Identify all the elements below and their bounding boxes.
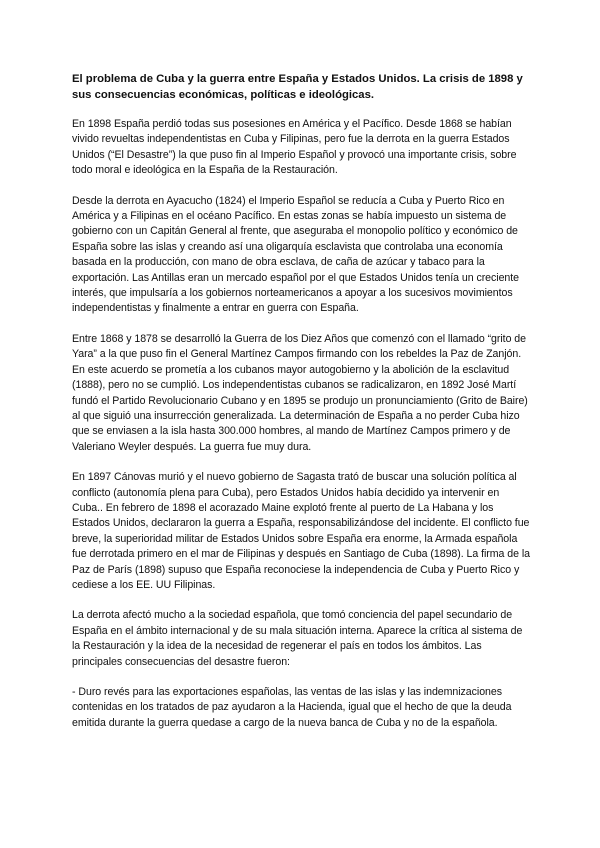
- document-title: El problema de Cuba y la guerra entre España y Estados Unidos. La crisis de 1898 y sus consecuencias económicas, políticas e ideológicas.: [72, 73, 523, 101]
- paragraph-6: - Duro revés para las exportaciones españolas, las ventas de las islas y las indemnizaciones contenidas en los tratados de paz ayudaron a la Hacienda, igual que el hecho de que la deuda emitida durante la guerra quedase a cargo de la nueva banca de Cuba y no de la española.: [72, 686, 512, 729]
- paragraph-3: Entre 1868 y 1878 se desarrolló la Guerra de los Diez Años que comenzó con el llamado “grito de Yara” a la que puso fin el General Martínez Campos firmando con los rebeldes la Paz de Zanjón. En este acuerdo se prometía a los cubanos mayor autogobierno y la abolición de la esclavitud (1888), pero no se cumplió. Los independentistas cubanos se radicalizaron, en 1892 José Martí fundó el Partido Revolucionario Cubano y en 1895 se produjo un pronunciamiento (Grito de Baire) al que siguió una insurrección generalizada. La determinación de España a no perder Cuba hizo que se enviasen a la isla hasta 300.000 hombres, al mando de Martínez Campos primero y de Valeriano Weyler después. La guerra fue muy dura.: [72, 332, 528, 453]
- paragraph-4: En 1897 Cánovas murió y el nuevo gobierno de Sagasta trató de buscar una solución política al conflicto (autonomía plena para Cuba), pero Estados Unidos había decidido ya intervenir en Cuba.. En febrero de 1898 el acorazado Maine explotó frente al puerto de La Habana y los Estados Unidos, declararon la guerra a España, responsabilizándose del incidente. El conflicto fue breve, la superioridad militar de Estados Unidos sobre España era enorme, la Armada española fue derrotada primero en el mar de Filipinas y después en Santiago de Cuba (1898). La firma de la Paz de París (1898) supuso que España reconociese la independencia de Cuba y Puerto Rico y cediese a los EE. UU Filipinas.: [72, 471, 531, 591]
- paragraph-1: En 1898 España perdió todas sus posesiones en América y el Pacífico. Desde 1868 se habían vivido revueltas independentistas en Cuba y Filipinas, pero fue la derrota en la guerra Estados Unidos (“El Desastre”) la que puso fin al Imperio Español y provocó una importante crisis, sobre todo moral e ideológica en la España de la Restauración.: [72, 118, 517, 177]
- paragraph-2: Desde la derrota en Ayacucho (1824) el Imperio Español se reducía a Cuba y Puerto Rico en América y a Filipinas en el océano Pacífico. En estas zonas se había impuesto un sistema de gobierno con un Capitán General al frente, que aseguraba el monopolio político y económico de España sobre las islas y creando así una oligarquía esclavista que controlaba una economía basada en la producción, con mano de obra esclava, de caña de azúcar y tabaco para la exportación. Las Antillas eran un mercado español por el que Estados Unidos tenía un creciente interés, que impulsaría a los gobiernos norteamericanos a apoyar a los sucesivos movimientos independentistas y finalmente a entrar en guerra con España.: [72, 194, 519, 315]
- paragraph-5: La derrota afectó mucho a la sociedad española, que tomó conciencia del papel secundario de España en el ámbito internacional y de su mala situación interna. Aparece la crítica al sistema de la Restauración y la idea de la necesidad de regenerar el país en todos los ámbitos. Las principales consecuencias del desastre fueron:: [72, 609, 523, 668]
